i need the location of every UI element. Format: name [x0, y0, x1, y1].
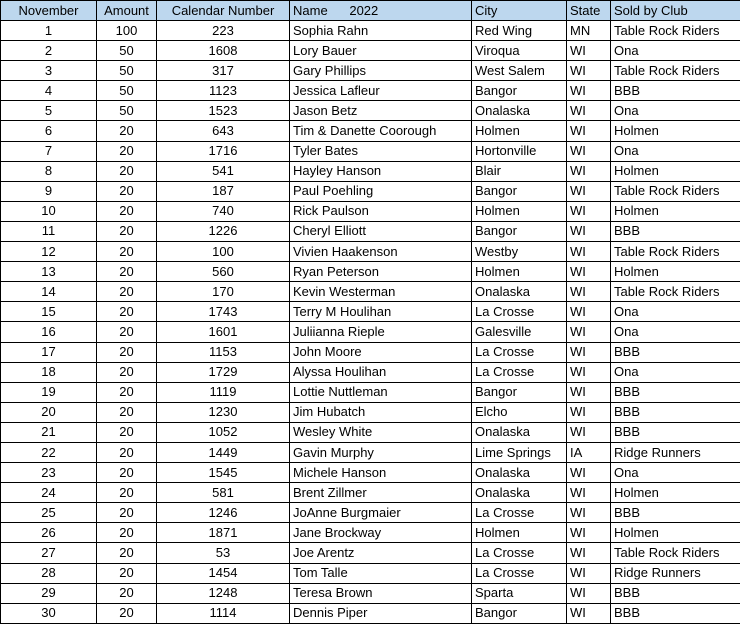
cell-november: 24 — [1, 483, 97, 503]
table-row — [1, 463, 740, 483]
cell-november: 5 — [1, 101, 97, 121]
table-header — [1, 1, 740, 21]
cell-amount: 20 — [97, 221, 157, 241]
cell-name: Gavin Murphy — [290, 442, 472, 462]
cell-calendar-number: 1248 — [157, 583, 290, 603]
cell-amount: 20 — [97, 442, 157, 462]
cell-november: 23 — [1, 463, 97, 483]
cell-state: WI — [567, 61, 611, 81]
header-november: November — [1, 1, 97, 21]
cell-city: West Salem — [472, 61, 567, 81]
cell-city: Bangor — [472, 382, 567, 402]
header-city: City — [472, 1, 567, 21]
cell-calendar-number: 541 — [157, 161, 290, 181]
table-body — [1, 21, 740, 624]
cell-calendar-number: 1246 — [157, 503, 290, 523]
cell-calendar-number: 1123 — [157, 81, 290, 101]
cell-november: 28 — [1, 563, 97, 583]
table-row — [1, 302, 740, 322]
cell-name: Rick Paulson — [290, 201, 472, 221]
cell-sold-by-club: Table Rock Riders — [611, 543, 740, 563]
header-state: State — [567, 1, 611, 21]
cell-sold-by-club: Ona — [611, 101, 740, 121]
cell-november: 30 — [1, 603, 97, 623]
cell-city: Blair — [472, 161, 567, 181]
cell-name: Sophia Rahn — [290, 21, 472, 41]
cell-city: Holmen — [472, 201, 567, 221]
cell-name: Alyssa Houlihan — [290, 362, 472, 382]
table-row — [1, 342, 740, 362]
cell-sold-by-club: Holmen — [611, 121, 740, 141]
cell-calendar-number: 560 — [157, 262, 290, 282]
cell-november: 9 — [1, 181, 97, 201]
cell-calendar-number: 1743 — [157, 302, 290, 322]
cell-calendar-number: 1601 — [157, 322, 290, 342]
cell-calendar-number: 187 — [157, 181, 290, 201]
cell-amount: 20 — [97, 563, 157, 583]
cell-state: WI — [567, 402, 611, 422]
cell-state: WI — [567, 302, 611, 322]
table-row — [1, 442, 740, 462]
cell-name: Jason Betz — [290, 101, 472, 121]
cell-amount: 20 — [97, 603, 157, 623]
cell-calendar-number: 1545 — [157, 463, 290, 483]
cell-name: Jim Hubatch — [290, 402, 472, 422]
cell-november: 3 — [1, 61, 97, 81]
cell-amount: 50 — [97, 101, 157, 121]
cell-city: Bangor — [472, 81, 567, 101]
cell-city: Bangor — [472, 603, 567, 623]
cell-sold-by-club: BBB — [611, 583, 740, 603]
cell-amount: 20 — [97, 543, 157, 563]
cell-amount: 20 — [97, 242, 157, 262]
cell-amount: 20 — [97, 262, 157, 282]
cell-city: Holmen — [472, 121, 567, 141]
cell-amount: 20 — [97, 302, 157, 322]
table-row — [1, 262, 740, 282]
cell-name: Dennis Piper — [290, 603, 472, 623]
cell-name: Brent Zillmer — [290, 483, 472, 503]
cell-calendar-number: 1226 — [157, 221, 290, 241]
cell-state: WI — [567, 41, 611, 61]
cell-amount: 20 — [97, 422, 157, 442]
cell-sold-by-club: Ridge Runners — [611, 563, 740, 583]
cell-name: Kevin Westerman — [290, 282, 472, 302]
cell-november: 25 — [1, 503, 97, 523]
cell-name: JoAnne Burgmaier — [290, 503, 472, 523]
cell-calendar-number: 1871 — [157, 523, 290, 543]
cell-sold-by-club: BBB — [611, 402, 740, 422]
cell-sold-by-club: BBB — [611, 422, 740, 442]
cell-city: Galesville — [472, 322, 567, 342]
table-row — [1, 201, 740, 221]
cell-sold-by-club: Holmen — [611, 262, 740, 282]
table-row — [1, 503, 740, 523]
cell-november: 1 — [1, 21, 97, 41]
cell-sold-by-club: Ona — [611, 302, 740, 322]
cell-amount: 20 — [97, 181, 157, 201]
table-row — [1, 543, 740, 563]
table-row — [1, 382, 740, 402]
cell-city: Holmen — [472, 523, 567, 543]
cell-sold-by-club: Ona — [611, 41, 740, 61]
table-row — [1, 563, 740, 583]
cell-calendar-number: 170 — [157, 282, 290, 302]
cell-amount: 20 — [97, 362, 157, 382]
cell-sold-by-club: Ridge Runners — [611, 442, 740, 462]
cell-state: WI — [567, 543, 611, 563]
cell-state: WI — [567, 81, 611, 101]
cell-sold-by-club: Holmen — [611, 201, 740, 221]
cell-amount: 50 — [97, 41, 157, 61]
cell-amount: 20 — [97, 342, 157, 362]
cell-november: 16 — [1, 322, 97, 342]
cell-amount: 20 — [97, 141, 157, 161]
cell-calendar-number: 1523 — [157, 101, 290, 121]
table-row — [1, 422, 740, 442]
cell-calendar-number: 1052 — [157, 422, 290, 442]
cell-name: Tom Talle — [290, 563, 472, 583]
cell-city: Elcho — [472, 402, 567, 422]
cell-calendar-number: 581 — [157, 483, 290, 503]
cell-name: John Moore — [290, 342, 472, 362]
cell-city: Lime Springs — [472, 442, 567, 462]
cell-city: Red Wing — [472, 21, 567, 41]
cell-sold-by-club: Holmen — [611, 161, 740, 181]
cell-november: 8 — [1, 161, 97, 181]
cell-amount: 20 — [97, 382, 157, 402]
cell-sold-by-club: Ona — [611, 322, 740, 342]
table-row — [1, 141, 740, 161]
cell-state: IA — [567, 442, 611, 462]
cell-name: Paul Poehling — [290, 181, 472, 201]
cell-sold-by-club: BBB — [611, 382, 740, 402]
cell-state: WI — [567, 503, 611, 523]
cell-state: WI — [567, 262, 611, 282]
cell-name: Tyler Bates — [290, 141, 472, 161]
cell-calendar-number: 1608 — [157, 41, 290, 61]
cell-name: Terry M Houlihan — [290, 302, 472, 322]
cell-sold-by-club: BBB — [611, 221, 740, 241]
cell-state: WI — [567, 221, 611, 241]
cell-amount: 20 — [97, 483, 157, 503]
table-row — [1, 362, 740, 382]
cell-name: Joe Arentz — [290, 543, 472, 563]
cell-amount: 20 — [97, 583, 157, 603]
cell-amount: 20 — [97, 503, 157, 523]
cell-sold-by-club: Table Rock Riders — [611, 61, 740, 81]
cell-name: Lottie Nuttleman — [290, 382, 472, 402]
table-row — [1, 161, 740, 181]
table-row — [1, 322, 740, 342]
cell-sold-by-club: Table Rock Riders — [611, 242, 740, 262]
cell-name: Vivien Haakenson — [290, 242, 472, 262]
cell-sold-by-club: Holmen — [611, 523, 740, 543]
cell-november: 19 — [1, 382, 97, 402]
cell-sold-by-club: Table Rock Riders — [611, 282, 740, 302]
cell-state: WI — [567, 322, 611, 342]
cell-calendar-number: 223 — [157, 21, 290, 41]
cell-calendar-number: 643 — [157, 121, 290, 141]
table-row — [1, 101, 740, 121]
cell-state: WI — [567, 563, 611, 583]
cell-city: La Crosse — [472, 543, 567, 563]
cell-november: 27 — [1, 543, 97, 563]
cell-state: WI — [567, 382, 611, 402]
cell-november: 21 — [1, 422, 97, 442]
cell-name: Gary Phillips — [290, 61, 472, 81]
cell-amount: 20 — [97, 201, 157, 221]
cell-name: Teresa Brown — [290, 583, 472, 603]
cell-calendar-number: 1114 — [157, 603, 290, 623]
cell-november: 15 — [1, 302, 97, 322]
table-row — [1, 523, 740, 543]
cell-state: WI — [567, 282, 611, 302]
cell-state: WI — [567, 463, 611, 483]
header-row — [1, 1, 740, 21]
cell-amount: 20 — [97, 402, 157, 422]
cell-sold-by-club: Table Rock Riders — [611, 21, 740, 41]
cell-state: WI — [567, 483, 611, 503]
cell-amount: 20 — [97, 523, 157, 543]
cell-november: 12 — [1, 242, 97, 262]
cell-november: 18 — [1, 362, 97, 382]
cell-name: Michele Hanson — [290, 463, 472, 483]
cell-november: 10 — [1, 201, 97, 221]
cell-sold-by-club: BBB — [611, 603, 740, 623]
cell-calendar-number: 317 — [157, 61, 290, 81]
header-calendar-number: Calendar Number — [157, 1, 290, 21]
cell-calendar-number: 1230 — [157, 402, 290, 422]
cell-name: Tim & Danette Coorough — [290, 121, 472, 141]
cell-city: Hortonville — [472, 141, 567, 161]
cell-november: 20 — [1, 402, 97, 422]
cell-state: WI — [567, 342, 611, 362]
table-row — [1, 583, 740, 603]
cell-november: 2 — [1, 41, 97, 61]
cell-amount: 20 — [97, 282, 157, 302]
cell-november: 7 — [1, 141, 97, 161]
cell-calendar-number: 740 — [157, 201, 290, 221]
cell-name: Ryan Peterson — [290, 262, 472, 282]
cell-sold-by-club: BBB — [611, 503, 740, 523]
cell-name: Juliianna Rieple — [290, 322, 472, 342]
cell-calendar-number: 1716 — [157, 141, 290, 161]
cell-november: 26 — [1, 523, 97, 543]
cell-city: La Crosse — [472, 362, 567, 382]
table-row — [1, 221, 740, 241]
cell-calendar-number: 53 — [157, 543, 290, 563]
cell-calendar-number: 100 — [157, 242, 290, 262]
cell-sold-by-club: BBB — [611, 342, 740, 362]
cell-november: 13 — [1, 262, 97, 282]
table-row — [1, 603, 740, 623]
cell-state: WI — [567, 101, 611, 121]
cell-name: Hayley Hanson — [290, 161, 472, 181]
cell-state: WI — [567, 242, 611, 262]
table-row — [1, 41, 740, 61]
cell-city: Sparta — [472, 583, 567, 603]
cell-state: MN — [567, 21, 611, 41]
cell-state: WI — [567, 121, 611, 141]
cell-city: Bangor — [472, 181, 567, 201]
cell-november: 4 — [1, 81, 97, 101]
table-row — [1, 402, 740, 422]
cell-city: La Crosse — [472, 503, 567, 523]
cell-amount: 50 — [97, 61, 157, 81]
table-row — [1, 483, 740, 503]
cell-state: WI — [567, 201, 611, 221]
cell-name: Lory Bauer — [290, 41, 472, 61]
table-row — [1, 181, 740, 201]
cell-state: WI — [567, 583, 611, 603]
cell-sold-by-club: Ona — [611, 463, 740, 483]
cell-november: 11 — [1, 221, 97, 241]
cell-city: Onalaska — [472, 282, 567, 302]
cell-calendar-number: 1449 — [157, 442, 290, 462]
header-amount: Amount — [97, 1, 157, 21]
cell-state: WI — [567, 422, 611, 442]
cell-sold-by-club: Ona — [611, 141, 740, 161]
cell-amount: 20 — [97, 121, 157, 141]
cell-sold-by-club: BBB — [611, 81, 740, 101]
header-sold-by-club: Sold by Club — [611, 1, 740, 21]
cell-city: La Crosse — [472, 302, 567, 322]
cell-amount: 50 — [97, 81, 157, 101]
cell-calendar-number: 1119 — [157, 382, 290, 402]
cell-state: WI — [567, 141, 611, 161]
cell-november: 29 — [1, 583, 97, 603]
cell-calendar-number: 1153 — [157, 342, 290, 362]
cell-city: Onalaska — [472, 422, 567, 442]
cell-city: La Crosse — [472, 563, 567, 583]
cell-state: WI — [567, 181, 611, 201]
table-row — [1, 121, 740, 141]
cell-city: Viroqua — [472, 41, 567, 61]
cell-sold-by-club: Holmen — [611, 483, 740, 503]
cell-november: 6 — [1, 121, 97, 141]
cell-city: Onalaska — [472, 463, 567, 483]
cell-amount: 20 — [97, 161, 157, 181]
cell-city: Onalaska — [472, 483, 567, 503]
cell-name: Wesley White — [290, 422, 472, 442]
cell-november: 22 — [1, 442, 97, 462]
cell-amount: 100 — [97, 21, 157, 41]
cell-state: WI — [567, 362, 611, 382]
cell-sold-by-club: Table Rock Riders — [611, 181, 740, 201]
cell-november: 14 — [1, 282, 97, 302]
table-row — [1, 81, 740, 101]
table-row — [1, 242, 740, 262]
cell-city: Holmen — [472, 262, 567, 282]
cell-state: WI — [567, 603, 611, 623]
cell-amount: 20 — [97, 463, 157, 483]
cell-city: Bangor — [472, 221, 567, 241]
cell-amount: 20 — [97, 322, 157, 342]
table-row — [1, 282, 740, 302]
cell-sold-by-club: Ona — [611, 362, 740, 382]
cell-calendar-number: 1729 — [157, 362, 290, 382]
table-row — [1, 61, 740, 81]
cell-city: Westby — [472, 242, 567, 262]
cell-name: Cheryl Elliott — [290, 221, 472, 241]
cell-november: 17 — [1, 342, 97, 362]
header-name: Name 2022 — [290, 1, 472, 21]
cell-city: Onalaska — [472, 101, 567, 121]
cell-state: WI — [567, 523, 611, 543]
cell-name: Jane Brockway — [290, 523, 472, 543]
table-row — [1, 21, 740, 41]
cell-name: Jessica Lafleur — [290, 81, 472, 101]
cell-city: La Crosse — [472, 342, 567, 362]
cell-calendar-number: 1454 — [157, 563, 290, 583]
cell-state: WI — [567, 161, 611, 181]
